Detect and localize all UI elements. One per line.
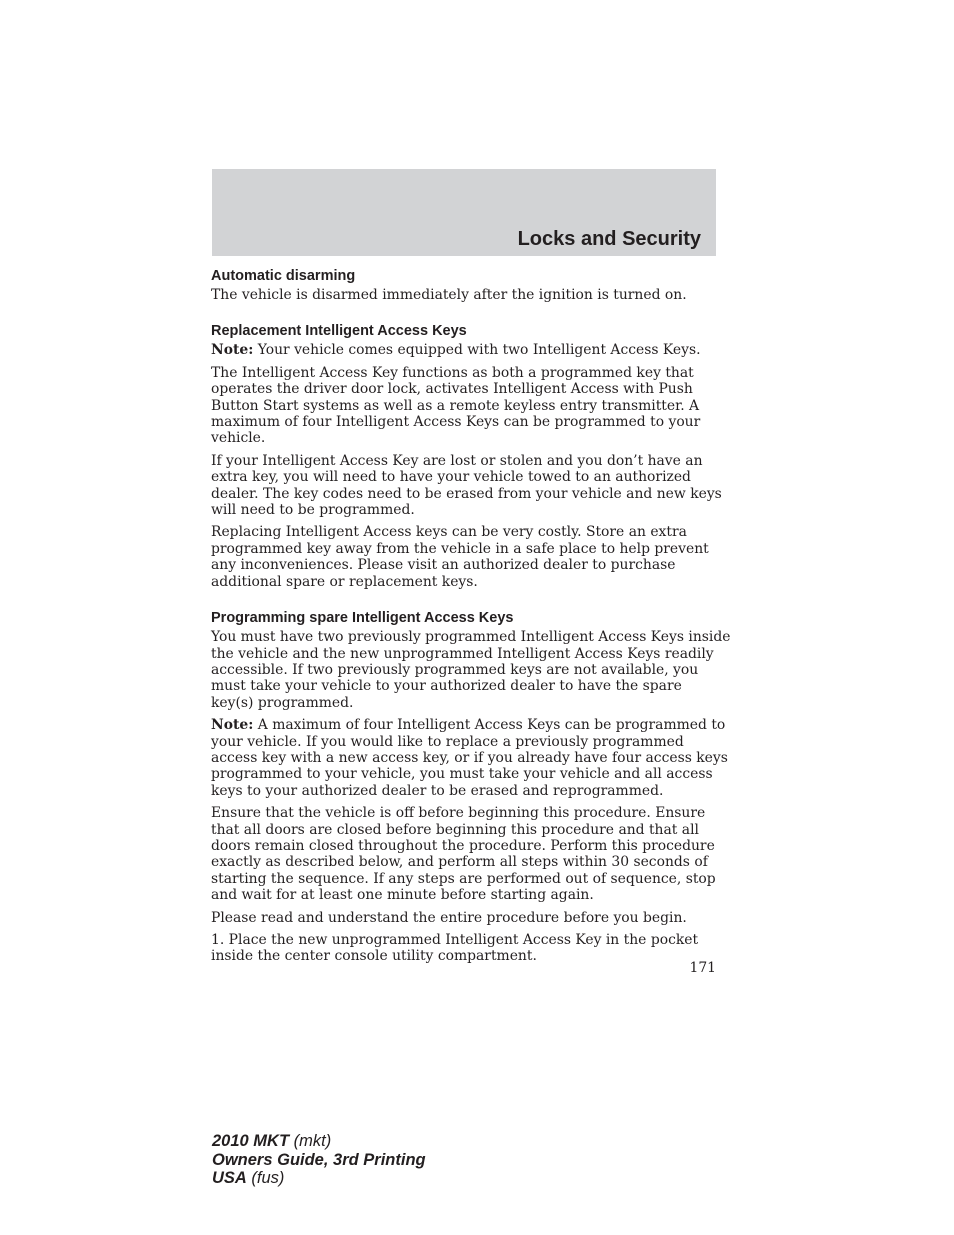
note-label: Note: bbox=[211, 342, 254, 359]
paragraph-line: Replacing Intelligent Access keys can be very costly. Store an extra bbox=[211, 524, 687, 541]
footer-region-line bbox=[212, 1169, 426, 1188]
body-paragraph bbox=[211, 524, 716, 590]
page-number: 171 bbox=[689, 960, 716, 976]
note-label: Note: bbox=[211, 717, 254, 734]
paragraph-line: 1. Place the new unprogrammed Intelligent Access Key in the pocket bbox=[211, 932, 699, 948]
section-heading: Automatic disarming bbox=[211, 268, 356, 284]
paragraph-line: and wait for at least one minute before starting again. bbox=[211, 887, 594, 904]
paragraph-line: the vehicle and the new unprogrammed Intelligent Access Keys readily bbox=[211, 645, 714, 662]
section-header-band bbox=[212, 169, 716, 256]
paragraph-line: access key with a new access key, or if you already have four access keys bbox=[211, 749, 728, 766]
paragraph-line: any inconveniences. Please visit an authorized dealer to purchase bbox=[211, 557, 676, 574]
paragraph-line: operates the driver door lock, activates Intelligent Access with Push bbox=[211, 381, 693, 398]
paragraph-line: programmed to your vehicle, you must take your vehicle and all access bbox=[211, 766, 713, 783]
body-paragraph bbox=[211, 342, 716, 358]
paragraph-line: your vehicle. If you would like to replace a previously programmed bbox=[211, 733, 684, 750]
page-content bbox=[211, 266, 731, 971]
body-paragraph bbox=[211, 932, 716, 965]
footer-model: 2010 MKT bbox=[212, 1132, 290, 1150]
footer-model-line bbox=[212, 1132, 426, 1151]
note-text: A maximum of four Intelligent Access Keys can be programmed to bbox=[253, 717, 726, 734]
paragraph-line: starting the sequence. If any steps are performed out of sequence, stop bbox=[211, 870, 716, 887]
paragraph-line: exactly as described below, and perform all steps within 30 seconds of bbox=[211, 854, 708, 871]
paragraph-line: accessible. If two previously programmed keys are not available, you bbox=[211, 661, 699, 678]
body-paragraph bbox=[211, 365, 716, 447]
paragraph-line: Button Start systems as well as a remote keyless entry transmitter. A bbox=[211, 397, 700, 414]
footer bbox=[212, 1132, 426, 1188]
paragraph-line: Please read and understand the entire procedure before you begin. bbox=[211, 909, 687, 926]
paragraph-line: The Intelligent Access Key functions as both a programmed key that bbox=[211, 364, 694, 381]
paragraph-line: The vehicle is disarmed immediately after the ignition is turned on. bbox=[211, 287, 687, 303]
paragraph-line bbox=[211, 342, 716, 358]
body-paragraph bbox=[211, 910, 716, 926]
footer-region-code: (fus) bbox=[246, 1169, 285, 1187]
paragraph-line: key(s) programmed. bbox=[211, 694, 354, 711]
footer-model-code: (mkt) bbox=[289, 1132, 332, 1150]
body-paragraph bbox=[211, 805, 716, 903]
note-text: Your vehicle comes equipped with two Intelligent Access Keys. bbox=[253, 342, 701, 359]
body-paragraph bbox=[211, 717, 728, 799]
body-paragraph bbox=[211, 629, 731, 711]
footer-guide-line: Owners Guide, 3rd Printing bbox=[212, 1150, 426, 1169]
body-paragraph bbox=[211, 287, 716, 303]
paragraph-line bbox=[211, 717, 726, 734]
paragraph-line: doors remain closed throughout the procedure. Perform this procedure bbox=[211, 837, 715, 854]
paragraph-line: If your Intelligent Access Key are lost or stolen and you don’t have an bbox=[211, 452, 703, 469]
paragraph-line: vehicle. bbox=[211, 430, 266, 447]
paragraph-line: will need to be programmed. bbox=[211, 502, 415, 519]
section-heading: Programming spare Intelligent Access Keys bbox=[211, 610, 514, 627]
footer-region: USA bbox=[212, 1169, 247, 1187]
paragraph-line: programmed key away from the vehicle in a safe place to help prevent bbox=[211, 540, 709, 557]
body-paragraph bbox=[211, 452, 722, 519]
paragraph-line: that all doors are closed before beginning this procedure and that all bbox=[211, 821, 699, 838]
section-heading: Replacement Intelligent Access Keys bbox=[211, 323, 467, 340]
paragraph-line: extra key, you will need to have your vehicle towed to an authorized bbox=[211, 469, 691, 486]
paragraph-line: Ensure that the vehicle is off before beginning this procedure. Ensure bbox=[211, 805, 706, 822]
paragraph-line: keys to your authorized dealer to be erased and reprogrammed. bbox=[211, 782, 664, 799]
paragraph-line: additional spare or replacement keys. bbox=[211, 573, 478, 590]
paragraph-line: You must have two previously programmed Intelligent Access Keys inside bbox=[211, 629, 731, 646]
paragraph-line: inside the center console utility compartment. bbox=[211, 948, 537, 965]
paragraph-line: must take your vehicle to your authorized dealer to have the spare bbox=[211, 678, 682, 695]
section-title: Locks and Security bbox=[517, 228, 701, 250]
paragraph-line: maximum of four Intelligent Access Keys can be programmed to your bbox=[211, 414, 701, 431]
paragraph-line: dealer. The key codes need to be erased from your vehicle and new keys bbox=[211, 485, 722, 502]
